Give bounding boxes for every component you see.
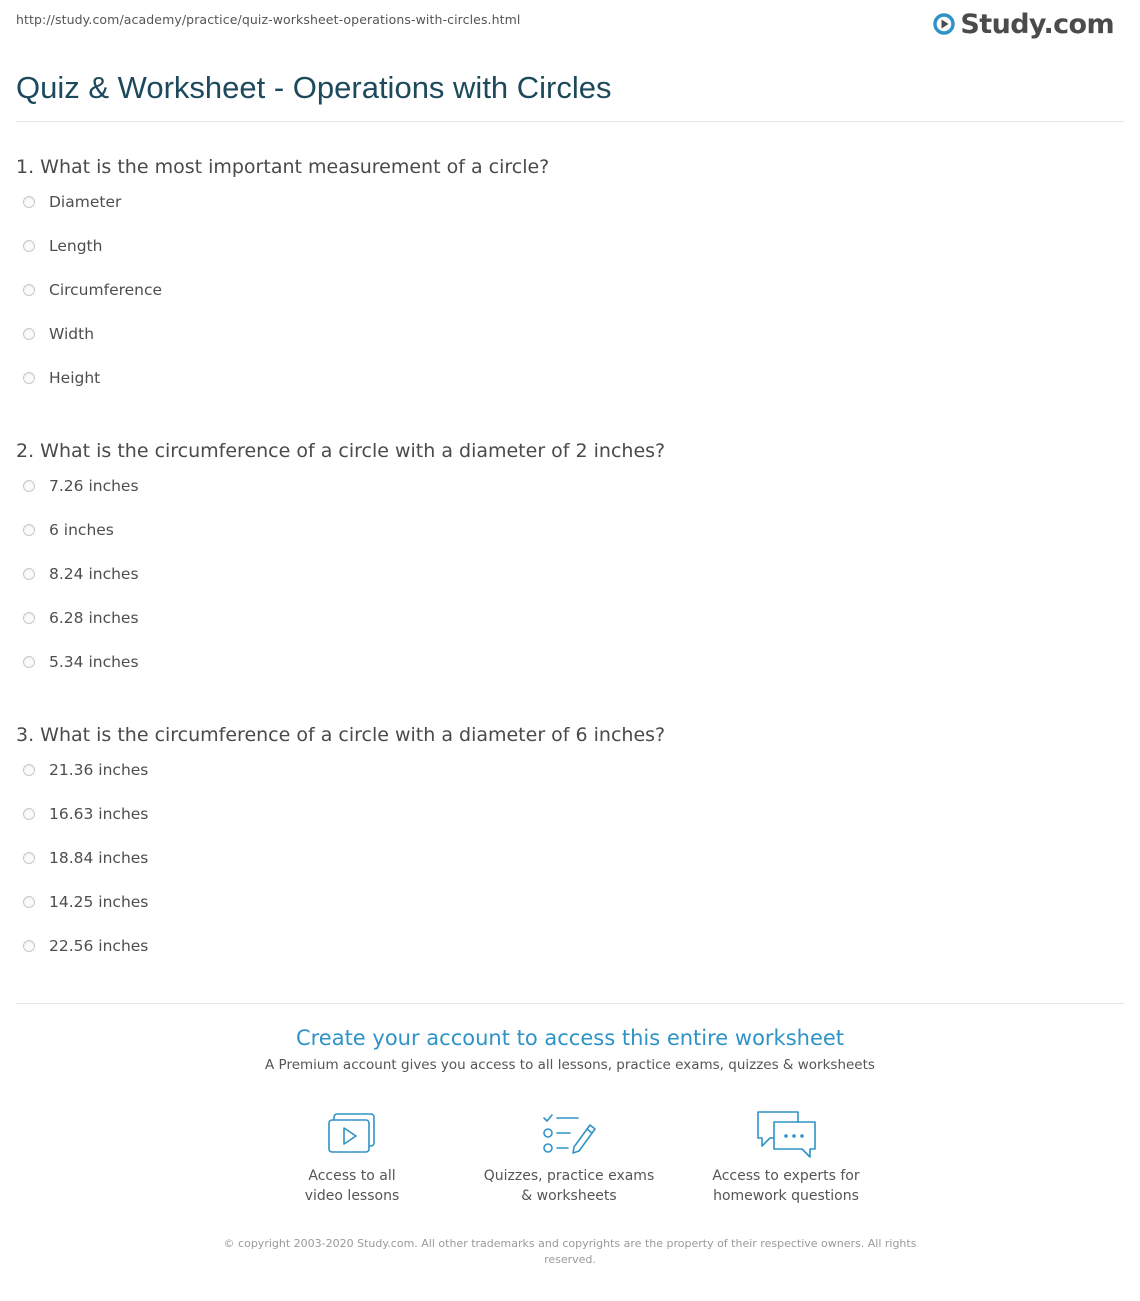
feature-quizzes [479, 1110, 659, 1206]
option-label: 16.63 inches [49, 805, 149, 823]
video-lesson-icon [262, 1110, 442, 1158]
option-label: 7.26 inches [49, 477, 139, 495]
logo-text: Study.com [960, 8, 1114, 40]
answer-options [16, 180, 162, 400]
radio-button[interactable] [23, 372, 35, 384]
answer-option[interactable] [16, 224, 162, 268]
radio-button[interactable] [23, 808, 35, 820]
answer-option[interactable] [16, 792, 148, 836]
answer-option[interactable] [16, 356, 162, 400]
radio-button[interactable] [23, 284, 35, 296]
radio-button[interactable] [23, 328, 35, 340]
chat-bubbles-icon [696, 1110, 876, 1158]
create-account-link[interactable]: Create your account to access this entire worksheet [295, 1026, 845, 1050]
feature-experts [696, 1110, 876, 1206]
premium-description: A Premium account gives you access to all lessons, practice exams, quizzes & worksheets [265, 1057, 875, 1073]
option-label: Height [49, 369, 101, 387]
option-label: 6 inches [49, 521, 114, 539]
option-label: Length [49, 237, 103, 255]
answer-option[interactable] [16, 924, 148, 968]
copyright-notice: © copyright 2003-2020 Study.com. All other trademarks and copyrights are the property of their respective owners. All rights reserved. [223, 1237, 917, 1266]
option-label: 18.84 inches [49, 849, 149, 867]
radio-button[interactable] [23, 940, 35, 952]
page-title: Quiz & Worksheet - Operations with Circles [16, 70, 612, 105]
question-2 [16, 436, 1124, 671]
feature-caption: Quizzes, practice exams & worksheets [483, 1168, 655, 1204]
study-logo[interactable] [933, 8, 1114, 40]
answer-options [16, 748, 148, 968]
question-text: 2. What is the circumference of a circle with a diameter of 2 inches? [16, 440, 666, 462]
radio-button[interactable] [23, 524, 35, 536]
option-label: Width [49, 325, 95, 343]
page-url: http://study.com/academy/practice/quiz-worksheet-operations-with-circles.html [16, 12, 521, 27]
answer-option[interactable] [16, 312, 162, 356]
radio-button[interactable] [23, 568, 35, 580]
answer-option[interactable] [16, 268, 162, 312]
option-label: 5.34 inches [49, 653, 139, 671]
option-label: 6.28 inches [49, 609, 139, 627]
feature-caption: Access to experts for homework questions [712, 1168, 860, 1204]
option-label: 14.25 inches [49, 893, 149, 911]
question-text: 1. What is the most important measurement of a circle? [16, 156, 550, 178]
answer-option[interactable] [16, 552, 139, 596]
answer-option[interactable] [16, 836, 148, 880]
answer-option[interactable] [16, 464, 139, 508]
answer-option[interactable] [16, 180, 162, 224]
radio-button[interactable] [23, 612, 35, 624]
radio-button[interactable] [23, 240, 35, 252]
answer-option[interactable] [16, 640, 139, 684]
option-label: 8.24 inches [49, 565, 139, 583]
cta-divider [16, 1003, 1124, 1004]
answer-option[interactable] [16, 748, 148, 792]
feature-video-lessons [262, 1110, 442, 1206]
title-divider [16, 121, 1124, 122]
answer-option[interactable] [16, 508, 139, 552]
option-label: 21.36 inches [49, 761, 149, 779]
answer-option[interactable] [16, 596, 139, 640]
question-3 [16, 720, 1124, 955]
option-label: Circumference [49, 281, 163, 299]
answer-options [16, 464, 139, 684]
radio-button[interactable] [23, 896, 35, 908]
radio-button[interactable] [23, 852, 35, 864]
radio-button[interactable] [23, 764, 35, 776]
play-logo-icon [933, 13, 955, 35]
answer-option[interactable] [16, 880, 148, 924]
quiz-checklist-icon [479, 1110, 659, 1158]
question-text: 3. What is the circumference of a circle with a diameter of 6 inches? [16, 724, 666, 746]
feature-caption: Access to all video lessons [304, 1168, 400, 1204]
option-label: 22.56 inches [49, 937, 149, 955]
radio-button[interactable] [23, 196, 35, 208]
radio-button[interactable] [23, 656, 35, 668]
option-label: Diameter [49, 193, 122, 211]
radio-button[interactable] [23, 480, 35, 492]
top-bar [0, 0, 1140, 44]
question-1 [16, 152, 1124, 387]
